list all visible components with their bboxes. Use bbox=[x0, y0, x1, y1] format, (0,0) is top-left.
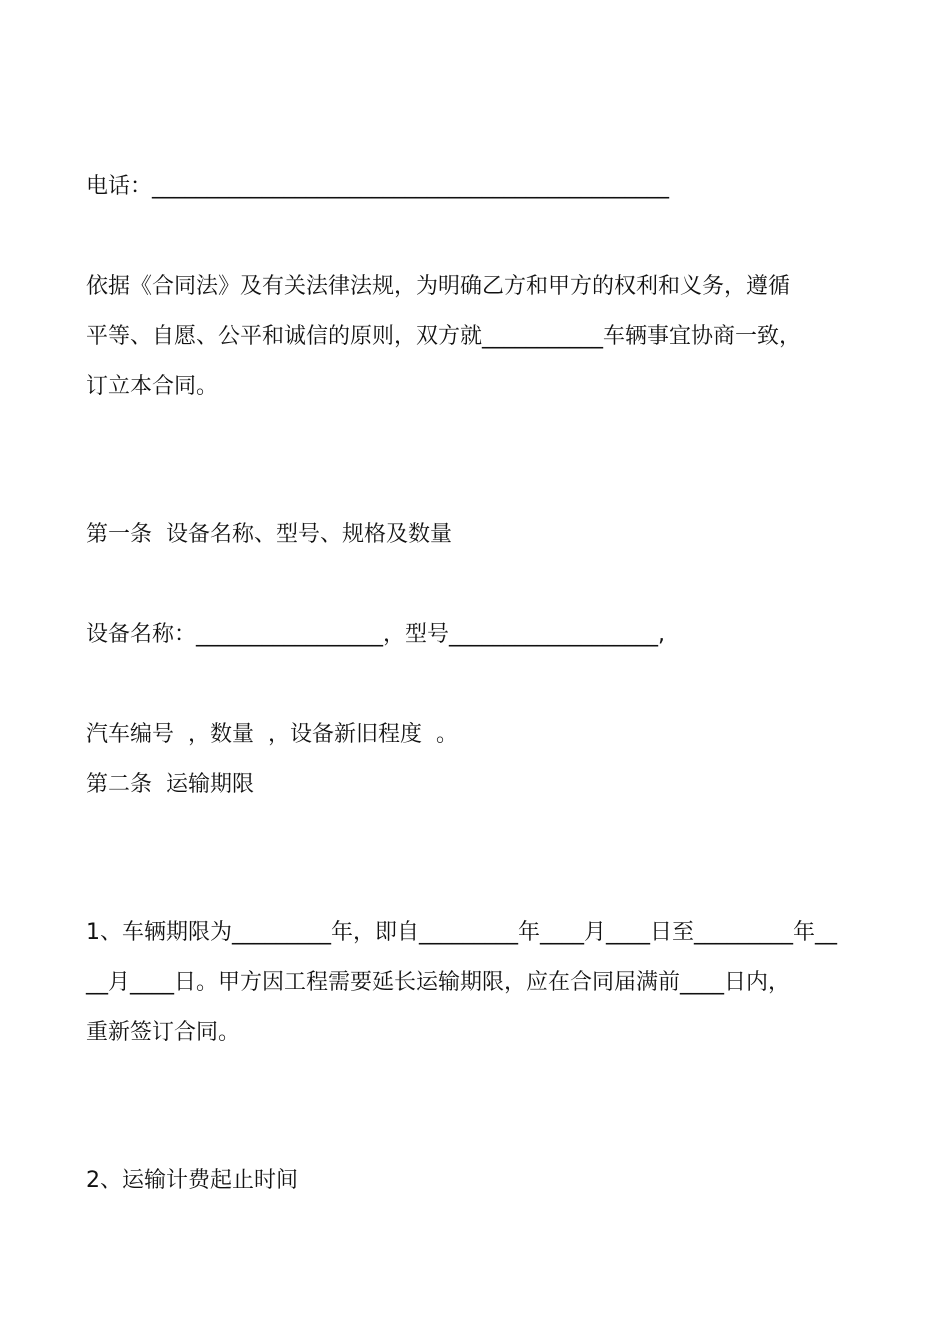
intro-line-1: 依据《合同法》及有关法律法规，为明确乙方和甲方的权利和义务，遵循 bbox=[86, 274, 791, 299]
equipment-line: 设备名称：_________________，型号___________________, bbox=[86, 622, 665, 647]
vehicle-line: 汽车编号 ，数量 ，设备新旧程度 。 bbox=[86, 722, 458, 747]
phone-line: 电话：_______________________________________________ bbox=[86, 174, 670, 199]
article-2-title: 第二条 运输期限 bbox=[86, 772, 254, 797]
clause-1-line-1: 1、车辆期限为_________年，即自_________年____月____日至_________年__ bbox=[86, 920, 837, 945]
clause-1-line-2: __月____日。甲方因工程需要延长运输期限，应在合同届满前____日内， bbox=[86, 970, 791, 995]
clause-2-title: 2、运输计费起止时间 bbox=[86, 1168, 298, 1193]
article-1-title: 第一条 设备名称、型号、规格及数量 bbox=[86, 522, 452, 547]
intro-line-3: 订立本合同。 bbox=[86, 374, 219, 399]
clause-1-line-3: 重新签订合同。 bbox=[86, 1020, 241, 1045]
intro-line-2: 平等、自愿、公平和诚信的原则，双方就___________车辆事宜协商一致， bbox=[86, 324, 802, 349]
